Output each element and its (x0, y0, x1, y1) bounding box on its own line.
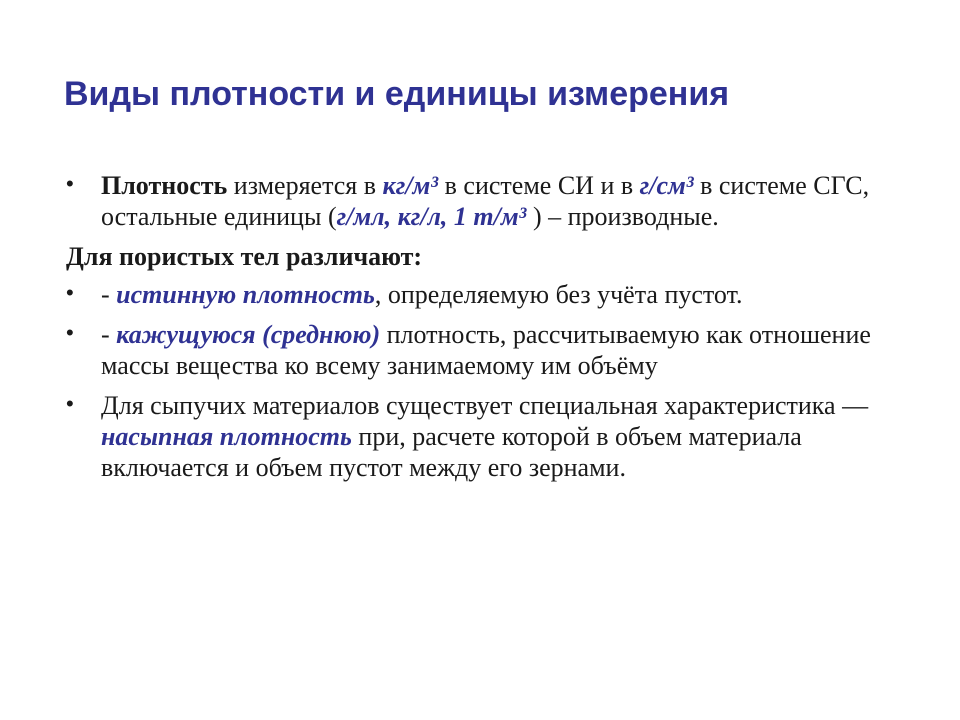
bullet-density-units (66, 170, 896, 232)
term-density: Плотность (101, 171, 228, 200)
text-span: - (101, 280, 117, 309)
text-span: - (101, 320, 117, 349)
bullet-mark: • (66, 171, 74, 196)
bullet-mark: • (66, 391, 74, 416)
text-span: в системе СГС, остальные единицы ( (101, 171, 870, 231)
bullet-mark: • (66, 280, 74, 305)
text-span: в системе СИ и в (438, 171, 640, 200)
porous-bodies-heading: Для пористых тел различают: (66, 242, 423, 271)
text-span: , определяемую без учёта пустот. (374, 280, 743, 309)
text-span: плотность, рассчитываемую как отношение массы вещества ко всему занимаемому им объёму (101, 320, 871, 380)
unit-si: кг/м³ (382, 171, 439, 200)
slide-title: Виды плотности и единицы измерения (64, 75, 730, 113)
term-bulk-density: насыпная плотность (101, 422, 352, 451)
text-span: измеряется в (227, 171, 383, 200)
bullet-bulk-density (66, 390, 896, 483)
text-span: ) – производные. (526, 202, 719, 231)
text-span: при, расчете которой в объем материала включается и объем пустот между его зернами. (101, 422, 802, 482)
bullet-apparent-density (66, 319, 896, 381)
bullet-true-density (66, 279, 896, 310)
term-true-density: истинную плотность (116, 280, 375, 309)
bullet-mark: • (66, 320, 74, 345)
unit-derived: г/мл, кг/л, 1 т/м³ (336, 202, 527, 231)
slide-body (66, 170, 896, 492)
term-apparent-density: кажущуюся (среднюю) (116, 320, 381, 349)
unit-cgs: г/см³ (639, 171, 694, 200)
text-span: Для сыпучих материалов существует специальная характеристика — (101, 391, 869, 420)
